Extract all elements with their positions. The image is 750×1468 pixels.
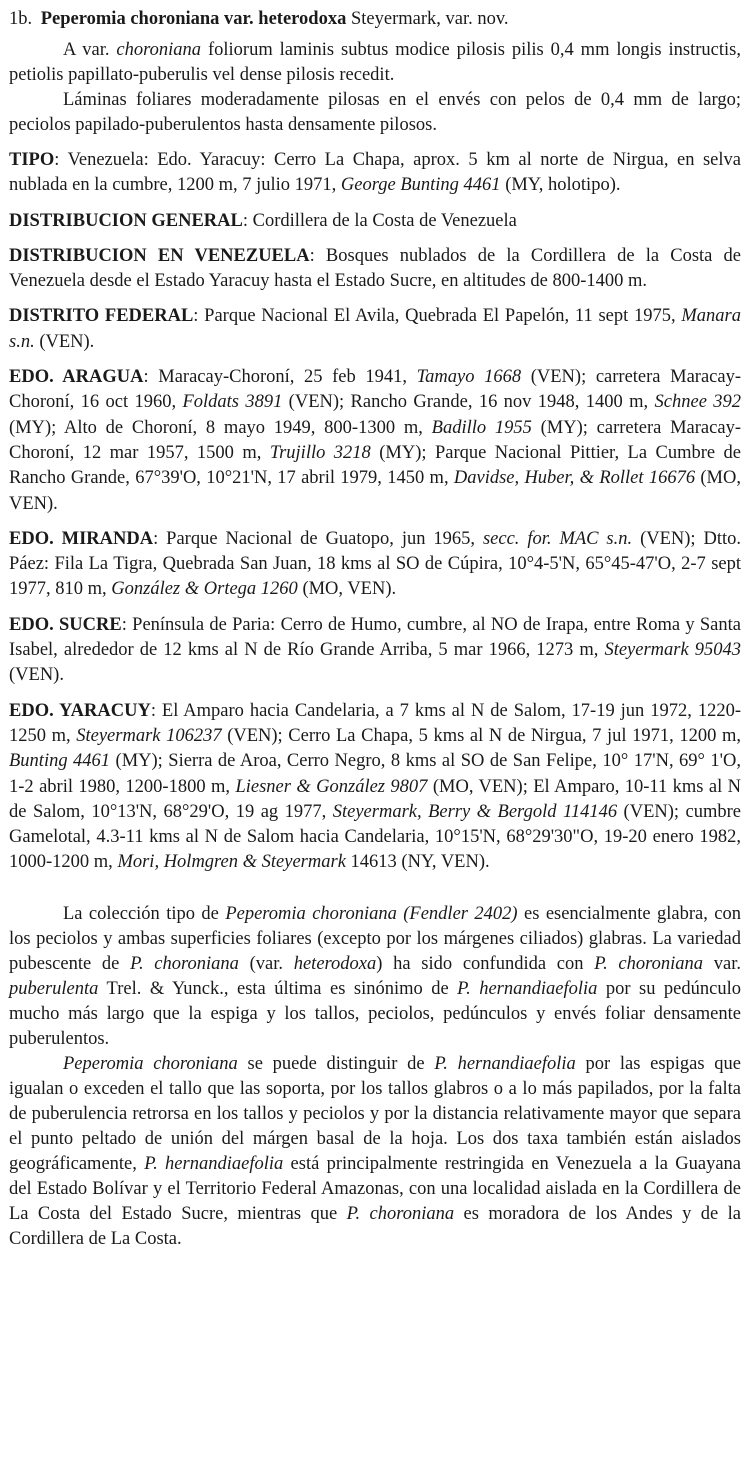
italic-text: P. hernandiaefolia	[144, 1153, 284, 1174]
italic-text: Davidse, Huber, & Rollet 16676	[453, 468, 696, 489]
italic-text: Liesner & González 9807	[235, 776, 428, 797]
section-label: EDO. YARACUY	[9, 700, 151, 721]
italic-text: Manara s.n.	[9, 306, 741, 352]
text-run: La colección tipo de	[63, 903, 226, 924]
section-body	[9, 150, 741, 195]
text-run: está principalmente restringida en Venezuela a la Guayana del Estado Bolívar y el Territorio Federal Amazonas, con una localidad aislada en la Cordillera de La Costa del Estado Sucre, mientras que	[9, 1153, 741, 1224]
section-body	[9, 367, 741, 513]
italic-text: Mori, Holmgren & Steyermark	[117, 852, 346, 873]
text-run: es moradora de los Andes y de la Cordillera de La Costa.	[9, 1203, 742, 1249]
text-run: (MY); carretera Maracay-Choroní, 12 mar 1957, 1500 m,	[9, 417, 741, 463]
section-body	[9, 701, 741, 873]
text-run: foliorum laminis subtus modice pilosis pilis 0,4 mm longis instructis, petiolis papillato-puberulis vel dense pilosis recedit.	[9, 40, 741, 85]
italic-text: P. choroniana	[130, 953, 239, 974]
italic-text: Peperomia choroniana (Fendler 2402)	[225, 903, 518, 924]
text-run: (VEN); Cerro La Chapa, 5 kms al N de Nirgua, 7 jul 1971, 1200 m,	[221, 725, 742, 746]
text-run: : Parque Nacional El Avila, Quebrada El Papelón, 11 sept 1975,	[193, 306, 682, 327]
text-run: : Parque Nacional de Guatopo, jun 1965,	[153, 528, 483, 549]
text-run: por las espigas que igualan o exceden el tallo que las soporta, por los tallos glabros o a lo más papilados, por la falta de puberulencia retrorsa en los tallos y peciolos y por la distancia relativamente mayor que separa el punto peltado de unión del márgen basal de la hoja. Los dos taxa también están aislados geográficamente,	[9, 1053, 741, 1174]
taxon-number: 1b.	[9, 9, 33, 29]
taxon-heading	[9, 6, 741, 32]
italic-text: Steyermark 95043	[604, 640, 742, 661]
text-run: es esencialmente glabra, con los peciolos y ambas superficies foliares (excepto por los márgenes ciliados) glabras. La variedad pubescente de	[9, 903, 741, 974]
text-run: (VEN); Rancho Grande, 16 nov 1948, 1400 m,	[282, 392, 655, 413]
italic-text: heterodoxa	[293, 953, 377, 974]
text-run: var.	[703, 953, 741, 974]
text-run: (MY, holotipo).	[500, 175, 621, 196]
section-edo-aragua	[9, 365, 741, 517]
italic-text: Bunting 4461	[9, 751, 111, 772]
section-label: DISTRIBUCION EN VENEZUELA	[9, 245, 310, 266]
italic-text: P. hernandiaefolia	[434, 1053, 576, 1074]
section-label: DISTRITO FEDERAL	[9, 306, 194, 327]
section-label: EDO. SUCRE	[9, 614, 122, 635]
text-run: (var.	[238, 953, 294, 974]
section-label: EDO. MIRANDA	[9, 528, 154, 549]
italic-text: secc. for. MAC s.n.	[482, 528, 633, 549]
section-tipo	[9, 148, 741, 199]
section-distrito-federal	[9, 304, 741, 355]
latin-diagnosis	[9, 38, 741, 88]
italic-text: P. choroniana	[346, 1203, 455, 1224]
text-run: : Venezuela: Edo. Yaracuy: Cerro La Chapa, aprox. 5 km al norte de Nirgua, en selva nublada en la cumbre, 1200 m, 7 julio 1971,	[9, 150, 741, 196]
text-run: : Maracay-Choroní, 25 feb 1941,	[143, 367, 417, 388]
text-run: (VEN).	[9, 665, 64, 686]
text-run: : Bosques nublados de la Cordillera de la Costa de Venezuela desde el Estado Yaracuy hasta el Estado Sucre, en altitudes de 800-1400 m.	[9, 245, 741, 292]
discussion-paragraph-1	[9, 902, 741, 1052]
italic-text: Peperomia choroniana	[63, 1053, 238, 1074]
italic-text: P. choroniana	[594, 953, 704, 974]
section-edo-miranda	[9, 527, 741, 603]
text-run: (MY); Alto de Choroní, 8 mayo 1949, 800-1300 m,	[9, 417, 432, 438]
section-edo-yaracuy	[9, 699, 741, 876]
italic-text: Badillo 1955	[431, 417, 532, 438]
text-run: : El Amparo hacia Candelaria, a 7 kms al N de Salom, 17-19 jun 1972, 1220-1250 m,	[9, 700, 741, 746]
text-run: (MO, VEN).	[9, 468, 741, 514]
text-run: (MO, VEN); El Amparo, 10-11 kms al N de Salom, 10°13'N, 68°29'O, 19 ag 1977,	[9, 776, 742, 822]
taxon-name: Peperomia choroniana var. heterodoxa	[40, 9, 347, 29]
text-run: Trel. & Yunck., esta última es sinónimo de	[98, 978, 458, 999]
section-body	[243, 211, 517, 231]
italic-text: choroniana	[116, 40, 202, 60]
section-label: TIPO	[9, 150, 55, 170]
text-run: Láminas foliares moderadamente pilosas en el envés con pelos de 0,4 mm de largo; peciolos papilado-puberulentos hasta densamente pilosos.	[9, 90, 741, 135]
taxon-author: Steyermark, var. nov.	[350, 9, 509, 29]
text-run: (MY); Parque Nacional Pittier, La Cumbre de Rancho Grande, 67°39'O, 10°21'N, 17 abril 1979, 1450 m,	[9, 442, 742, 489]
text-run: se puede distinguir de	[237, 1053, 435, 1074]
italic-text: Tamayo 1668	[416, 367, 522, 388]
section-label: EDO. ARAGUA	[9, 367, 144, 388]
text-run: (VEN).	[34, 331, 95, 352]
discussion-paragraph-2	[9, 1052, 741, 1252]
text-run: A var.	[63, 40, 117, 60]
italic-text: González & Ortega 1260	[111, 579, 298, 600]
text-run: ) ha sido confundida con	[376, 953, 595, 974]
spanish-diagnosis	[9, 88, 741, 138]
text-run: (MY); Sierra de Aroa, Cerro Negro, 8 kms al SO de San Felipe, 10° 17'N, 69° 1'O, 1-2 abril 1980, 1200-1800 m,	[9, 751, 741, 797]
italic-text: Steyermark, Berry & Bergold 114146	[332, 801, 618, 822]
text-run: (VEN); Dtto. Páez: Fila La Tigra, Quebrada San Juan, 18 kms al SO de Cúpira, 10°4-5'N, 65°45-47'O, 2-7 sept 1977, 810 m,	[9, 528, 741, 600]
italic-text: Trujillo 3218	[269, 442, 371, 463]
text-run: (VEN); cumbre Gamelotal, 4.3-11 kms al N de Salom hacia Candelaria, 10°15'N, 68°29'30"O, 19-20 enero 1982, 1000-1200 m,	[9, 801, 741, 873]
italic-text: Steyermark 106237	[76, 725, 222, 746]
section-edo-sucre	[9, 613, 741, 689]
italic-text: Schnee 392	[654, 392, 742, 413]
text-run: (MO, VEN).	[297, 579, 397, 600]
text-run: 14613 (NY, VEN).	[345, 852, 490, 873]
italic-text: P. hernandiaefolia	[457, 978, 598, 999]
text-run: : Cordillera de la Costa de Venezuela	[242, 210, 517, 231]
italic-text: puberulenta	[9, 978, 99, 999]
section-distribucion-general	[9, 209, 741, 234]
text-run: por su pedúnculo mucho más largo que la espiga y los tallos, peciolos, pedúnculos y envés foliar densamente puberulentos.	[9, 978, 741, 1049]
italic-text: George Bunting 4461	[340, 175, 501, 196]
section-label: DISTRIBUCION GENERAL	[9, 210, 243, 231]
section-distribucion-venezuela	[9, 244, 741, 295]
italic-text: Foldats 3891	[182, 392, 283, 413]
text-run: (VEN); carretera Maracay-Choroní, 16 oct 1960,	[9, 367, 741, 413]
text-run: : Península de Paria: Cerro de Humo, cumbre, al NO de Irapa, entre Roma y Santa Isabel, alrededor de 12 kms al N de Río Grande Arriba, 5 mar 1966, 1273 m,	[9, 614, 741, 661]
